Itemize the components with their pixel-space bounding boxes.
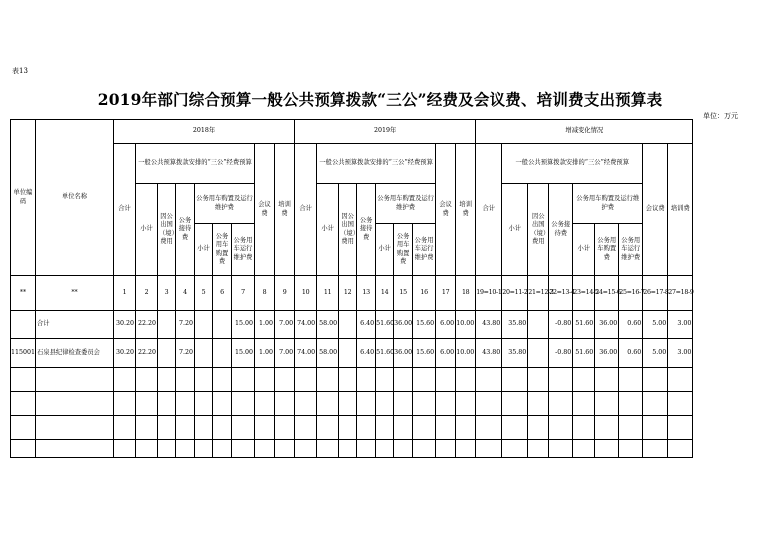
vehicle-header: 公务用车购置及运行维护费 (376, 184, 436, 224)
table-body (11, 276, 693, 458)
year-2018-header: 2018年 (114, 120, 295, 144)
empty-cell (136, 368, 158, 392)
value-cell: 5.00 (643, 339, 668, 368)
empty-cell (413, 368, 436, 392)
empty-cell (643, 392, 668, 416)
empty-cell (573, 416, 595, 440)
empty-cell (295, 440, 317, 458)
empty-cell (413, 440, 436, 458)
value-cell: 30.20 (114, 339, 136, 368)
empty-cell (255, 392, 275, 416)
value-cell: 3 (158, 276, 176, 311)
value-cell: 51.60 (573, 311, 595, 339)
empty-cell (114, 392, 136, 416)
value-cell: -0.80 (549, 311, 573, 339)
sangong-header: 一般公共预算拨款安排的“三公”经费预算 (502, 144, 643, 184)
value-cell: 13 (357, 276, 376, 311)
empty-cell (158, 440, 176, 458)
empty-cell (549, 416, 573, 440)
empty-cell (255, 416, 275, 440)
empty-cell (176, 368, 195, 392)
value-cell: 15 (394, 276, 413, 311)
empty-cell (376, 368, 394, 392)
empty-cell (528, 416, 549, 440)
empty-cell (213, 416, 232, 440)
empty-cell (573, 440, 595, 458)
value-cell: 3.00 (668, 339, 693, 368)
empty-cell (357, 368, 376, 392)
empty-cell (668, 416, 693, 440)
value-cell: 3.00 (668, 311, 693, 339)
vehicle-header: 公务用车购置及运行维护费 (195, 184, 255, 224)
empty-cell (573, 392, 595, 416)
vehicle-buy-header: 公务用车购置费 (213, 224, 232, 276)
value-cell: 1.00 (255, 339, 275, 368)
training-header: 培训费 (456, 144, 476, 276)
value-cell: 19=10-1 (476, 276, 502, 311)
budget-table (10, 119, 693, 458)
value-cell: 36.00 (394, 339, 413, 368)
empty-cell (476, 368, 502, 392)
empty-cell (573, 368, 595, 392)
empty-cell (357, 392, 376, 416)
vehicle-run-header: 公务用车运行维护费 (413, 224, 436, 276)
value-cell: 1.00 (255, 311, 275, 339)
empty-cell (255, 368, 275, 392)
empty-cell (339, 416, 357, 440)
empty-cell (394, 416, 413, 440)
sheet-number: 表13 (12, 67, 28, 75)
empty-cell (36, 440, 114, 458)
abroad-header: 因公出国（境）费用 (528, 184, 549, 276)
empty-cell (114, 416, 136, 440)
empty-cell (413, 416, 436, 440)
empty-cell (176, 392, 195, 416)
empty-cell (476, 392, 502, 416)
value-cell: 43.80 (476, 339, 502, 368)
abroad-header: 因公出国（境）费用 (158, 184, 176, 276)
training-header: 培训费 (275, 144, 295, 276)
value-cell: 15.60 (413, 311, 436, 339)
value-cell: 51.60 (376, 311, 394, 339)
empty-cell (232, 368, 255, 392)
value-cell: 58.00 (317, 311, 339, 339)
sangong-header: 一般公共预算拨款安排的“三公”经费预算 (136, 144, 255, 184)
empty-cell (456, 440, 476, 458)
empty-row (11, 392, 693, 416)
empty-cell (317, 440, 339, 458)
empty-cell (339, 440, 357, 458)
value-cell: 7.00 (275, 311, 295, 339)
value-cell (158, 311, 176, 339)
empty-cell (376, 392, 394, 416)
empty-cell (158, 368, 176, 392)
value-cell: 22.20 (136, 339, 158, 368)
training-header: 培训费 (668, 144, 693, 276)
empty-cell (595, 368, 619, 392)
value-cell: 17 (436, 276, 456, 311)
unit-label: 单位：万元 (703, 112, 738, 120)
value-cell: 6.00 (436, 311, 456, 339)
empty-cell (195, 392, 213, 416)
empty-cell (436, 368, 456, 392)
value-cell: 58.00 (317, 339, 339, 368)
empty-cell (476, 416, 502, 440)
empty-row (11, 368, 693, 392)
empty-cell (357, 416, 376, 440)
empty-cell (275, 368, 295, 392)
empty-cell (376, 440, 394, 458)
table-header (11, 120, 693, 276)
value-cell: 7.20 (176, 311, 195, 339)
empty-cell (595, 416, 619, 440)
value-cell: 7.00 (275, 339, 295, 368)
empty-cell (413, 392, 436, 416)
vehicle-buy-header: 公务用车购置费 (394, 224, 413, 276)
value-cell: 51.60 (376, 339, 394, 368)
value-cell: 10 (295, 276, 317, 311)
value-cell: 22.20 (136, 311, 158, 339)
empty-cell (275, 440, 295, 458)
value-cell: 6.40 (357, 339, 376, 368)
value-cell: 14 (376, 276, 394, 311)
unit-name-cell: ** (36, 276, 114, 311)
value-cell: 5 (195, 276, 213, 311)
empty-cell (502, 416, 528, 440)
value-cell: -0.80 (549, 339, 573, 368)
empty-cell (176, 416, 195, 440)
empty-cell (339, 368, 357, 392)
empty-cell (528, 368, 549, 392)
unit-code-header: 单位编码 (11, 120, 36, 276)
empty-cell (339, 392, 357, 416)
value-cell: 36.00 (595, 339, 619, 368)
subtotal-header: 小计 (376, 224, 394, 276)
value-cell (528, 339, 549, 368)
value-cell: 25=16-7 (619, 276, 643, 311)
empty-cell (456, 392, 476, 416)
total-header: 合计 (114, 144, 136, 276)
empty-cell (232, 392, 255, 416)
empty-cell (595, 440, 619, 458)
empty-cell (11, 368, 36, 392)
page-title: 2019年部门综合预算一般公共预算拨款“三公”经费及会议费、培训费支出预算表 (97, 90, 663, 109)
empty-cell (528, 392, 549, 416)
empty-cell (213, 440, 232, 458)
value-cell: 24=15-6 (595, 276, 619, 311)
value-cell: 51.60 (573, 339, 595, 368)
value-cell: 10.00 (456, 339, 476, 368)
value-cell: 8 (255, 276, 275, 311)
empty-cell (36, 392, 114, 416)
empty-cell (619, 440, 643, 458)
value-cell (213, 339, 232, 368)
value-cell: 0.60 (619, 339, 643, 368)
empty-cell (114, 440, 136, 458)
table-row (11, 311, 693, 339)
empty-cell (36, 416, 114, 440)
empty-cell (436, 392, 456, 416)
empty-cell (357, 440, 376, 458)
empty-cell (11, 440, 36, 458)
empty-cell (549, 368, 573, 392)
value-cell: 21=12-3 (528, 276, 549, 311)
empty-cell (317, 392, 339, 416)
empty-cell (549, 440, 573, 458)
empty-cell (456, 368, 476, 392)
empty-cell (317, 416, 339, 440)
value-cell (528, 311, 549, 339)
value-cell (339, 339, 357, 368)
value-cell: 35.80 (502, 339, 528, 368)
empty-cell (255, 440, 275, 458)
empty-cell (619, 368, 643, 392)
value-cell: 26=17-8 (643, 276, 668, 311)
empty-cell (136, 440, 158, 458)
unit-code-cell: ** (11, 276, 36, 311)
value-cell: 35.80 (502, 311, 528, 339)
value-cell: 18 (456, 276, 476, 311)
empty-cell (195, 368, 213, 392)
empty-cell (136, 416, 158, 440)
empty-cell (213, 368, 232, 392)
empty-cell (295, 392, 317, 416)
value-cell: 6.40 (357, 311, 376, 339)
empty-cell (394, 440, 413, 458)
empty-cell (549, 392, 573, 416)
empty-cell (176, 440, 195, 458)
vehicle-header: 公务用车购置及运行维护费 (573, 184, 643, 224)
reception-header: 公务接待费 (357, 184, 376, 276)
value-cell: 74.00 (295, 311, 317, 339)
empty-cell (158, 392, 176, 416)
subtotal-header: 小计 (502, 184, 528, 276)
empty-cell (213, 392, 232, 416)
empty-cell (36, 368, 114, 392)
value-cell: 15.60 (413, 339, 436, 368)
unit-code-cell (11, 311, 36, 339)
subtotal-header: 小计 (195, 224, 213, 276)
value-cell: 27=18-9 (668, 276, 693, 311)
empty-cell (295, 416, 317, 440)
empty-cell (114, 368, 136, 392)
value-cell: 6 (213, 276, 232, 311)
empty-cell (502, 368, 528, 392)
value-cell: 9 (275, 276, 295, 311)
empty-cell (595, 392, 619, 416)
meeting-header: 会议费 (436, 144, 456, 276)
empty-cell (317, 368, 339, 392)
empty-cell (136, 392, 158, 416)
subtotal-header: 小计 (136, 184, 158, 276)
total-header: 合计 (295, 144, 317, 276)
sangong-header: 一般公共预算拨款安排的“三公”经费预算 (317, 144, 436, 184)
empty-cell (643, 368, 668, 392)
value-cell: 12 (339, 276, 357, 311)
empty-cell (456, 416, 476, 440)
empty-cell (619, 392, 643, 416)
value-cell: 0.60 (619, 311, 643, 339)
value-cell: 22=13-4 (549, 276, 573, 311)
reception-header: 公务接待费 (176, 184, 195, 276)
empty-cell (668, 392, 693, 416)
empty-cell (394, 392, 413, 416)
value-cell: 43.80 (476, 311, 502, 339)
index-row (11, 276, 693, 311)
empty-cell (502, 392, 528, 416)
total-header: 合计 (476, 144, 502, 276)
value-cell: 15.00 (232, 339, 255, 368)
empty-cell (476, 440, 502, 458)
value-cell: 4 (176, 276, 195, 311)
value-cell: 1 (114, 276, 136, 311)
value-cell (158, 339, 176, 368)
reception-header: 公务接待费 (549, 184, 573, 276)
vehicle-run-header: 公务用车运行维护费 (619, 224, 643, 276)
vehicle-run-header: 公务用车运行维护费 (232, 224, 255, 276)
value-cell (195, 311, 213, 339)
vehicle-buy-header: 公务用车购置费 (595, 224, 619, 276)
empty-cell (528, 440, 549, 458)
value-cell: 6.00 (436, 339, 456, 368)
value-cell: 36.00 (394, 311, 413, 339)
value-cell (213, 311, 232, 339)
empty-cell (11, 416, 36, 440)
value-cell: 16 (413, 276, 436, 311)
empty-cell (668, 368, 693, 392)
meeting-header: 会议费 (255, 144, 275, 276)
empty-cell (643, 440, 668, 458)
value-cell: 36.00 (595, 311, 619, 339)
table-row (11, 339, 693, 368)
empty-cell (232, 416, 255, 440)
empty-cell (195, 416, 213, 440)
value-cell: 15.00 (232, 311, 255, 339)
change-header: 增减变化情况 (476, 120, 693, 144)
value-cell: 7.20 (176, 339, 195, 368)
value-cell: 2 (136, 276, 158, 311)
empty-cell (376, 416, 394, 440)
value-cell: 23=14-5 (573, 276, 595, 311)
empty-cell (668, 440, 693, 458)
unit-code-cell: 115001 (11, 339, 36, 368)
empty-cell (195, 440, 213, 458)
empty-cell (232, 440, 255, 458)
value-cell: 10.00 (456, 311, 476, 339)
empty-cell (643, 416, 668, 440)
value-cell: 7 (232, 276, 255, 311)
value-cell: 20=11-2 (502, 276, 528, 311)
subtotal-header: 小计 (317, 184, 339, 276)
empty-cell (394, 368, 413, 392)
empty-cell (158, 416, 176, 440)
value-cell: 5.00 (643, 311, 668, 339)
value-cell: 11 (317, 276, 339, 311)
unit-name-cell: 合计 (36, 311, 114, 339)
year-2019-header: 2019年 (295, 120, 476, 144)
empty-cell (436, 440, 456, 458)
empty-cell (502, 440, 528, 458)
meeting-header: 会议费 (643, 144, 668, 276)
empty-cell (619, 416, 643, 440)
subtotal-header: 小计 (573, 224, 595, 276)
empty-cell (295, 368, 317, 392)
empty-cell (11, 392, 36, 416)
abroad-header: 因公出国（境）费用 (339, 184, 357, 276)
unit-name-header: 单位名称 (36, 120, 114, 276)
empty-cell (436, 416, 456, 440)
value-cell: 30.20 (114, 311, 136, 339)
value-cell: 74.00 (295, 339, 317, 368)
empty-row (11, 416, 693, 440)
empty-cell (275, 392, 295, 416)
value-cell (339, 311, 357, 339)
empty-cell (275, 416, 295, 440)
empty-row (11, 440, 693, 458)
value-cell (195, 339, 213, 368)
unit-name-cell: 石泉县纪律检查委员会 (36, 339, 114, 368)
